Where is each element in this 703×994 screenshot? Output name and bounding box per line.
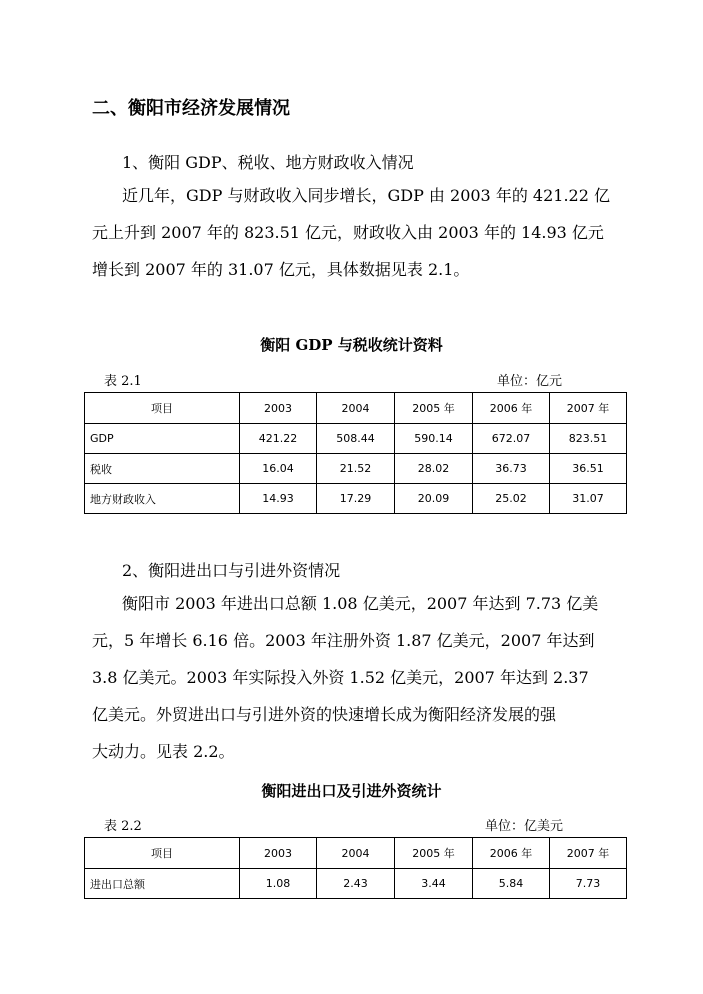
table-cell: 508.44	[317, 424, 395, 454]
table-header-row	[85, 393, 627, 424]
table-1-unit: 单位：亿元	[497, 374, 563, 389]
table-1-caption: 衡阳 GDP 与税收统计资料	[260, 336, 443, 354]
table-cell: 1.08	[240, 869, 317, 899]
table-2-unit: 单位：亿美元	[485, 819, 564, 834]
table-cell: 36.51	[550, 454, 627, 484]
subsection-title-1: 1、衡阳 GDP、税收、地方财政收入情况	[122, 153, 414, 172]
table-row	[85, 869, 627, 899]
row-label: 地方财政收入	[85, 484, 240, 514]
header-cell: 2005 年	[395, 838, 473, 869]
paragraph-line: 3.8 亿美元。2003 年实际投入外资 1.52 亿美元，2007 年达到 2.37	[92, 668, 589, 687]
table-row	[85, 454, 627, 484]
table-1-label: 表 2.1	[104, 374, 142, 389]
paragraph-line: 大动力。见表 2.2。	[92, 742, 235, 761]
paragraph-line: 近几年，GDP 与财政收入同步增长，GDP 由 2003 年的 421.22 亿	[122, 186, 610, 205]
row-label: 税收	[85, 454, 240, 484]
table-cell: 16.04	[240, 454, 317, 484]
table-2-label: 表 2.2	[104, 819, 142, 834]
header-cell: 2004	[317, 393, 395, 424]
table-cell: 7.73	[550, 869, 627, 899]
table-row	[85, 424, 627, 454]
paragraph-line: 衡阳市 2003 年进出口总额 1.08 亿美元，2007 年达到 7.73 亿美	[122, 594, 599, 613]
paragraph-2	[92, 585, 632, 770]
table-cell: 25.02	[473, 484, 550, 514]
table-2-caption: 衡阳进出口及引进外资统计	[261, 782, 442, 800]
header-cell: 2004	[317, 838, 395, 869]
table-cell: 21.52	[317, 454, 395, 484]
table-cell: 36.73	[473, 454, 550, 484]
table-cell: 31.07	[550, 484, 627, 514]
table-cell: 5.84	[473, 869, 550, 899]
paragraph-line: 亿美元。外贸进出口与引进外资的快速增长成为衡阳经济发展的强	[92, 705, 557, 724]
table-cell: 28.02	[395, 454, 473, 484]
table-2	[84, 837, 627, 899]
table-cell: 590.14	[395, 424, 473, 454]
header-cell: 2003	[240, 393, 317, 424]
table-cell: 2.43	[317, 869, 395, 899]
table-cell: 20.09	[395, 484, 473, 514]
table-cell: 14.93	[240, 484, 317, 514]
table-cell: 823.51	[550, 424, 627, 454]
paragraph-line: 增长到 2007 年的 31.07 亿元，具体数据见表 2.1。	[92, 260, 470, 279]
header-cell: 2005 年	[395, 393, 473, 424]
header-cell: 2006 年	[473, 838, 550, 869]
header-cell: 项目	[85, 393, 240, 424]
table-cell: 421.22	[240, 424, 317, 454]
table-1	[84, 392, 627, 514]
paragraph-1	[92, 177, 632, 288]
table-cell: 672.07	[473, 424, 550, 454]
paragraph-line: 元，5 年增长 6.16 倍。2003 年注册外资 1.87 亿美元，2007 年达到	[92, 631, 595, 650]
paragraph-line: 元上升到 2007 年的 823.51 亿元，财政收入由 2003 年的 14.93 亿元	[92, 223, 604, 242]
row-label: 进出口总额	[85, 869, 240, 899]
subsection-title-2: 2、衡阳进出口与引进外资情况	[122, 561, 341, 580]
header-cell: 2006 年	[473, 393, 550, 424]
header-cell: 2007 年	[550, 838, 627, 869]
section-title: 二、衡阳市经济发展情况	[92, 98, 290, 119]
header-cell: 2003	[240, 838, 317, 869]
table-cell: 3.44	[395, 869, 473, 899]
table-header-row	[85, 838, 627, 869]
table-cell: 17.29	[317, 484, 395, 514]
row-label: GDP	[85, 424, 240, 454]
header-cell: 2007 年	[550, 393, 627, 424]
table-row	[85, 484, 627, 514]
header-cell: 项目	[85, 838, 240, 869]
